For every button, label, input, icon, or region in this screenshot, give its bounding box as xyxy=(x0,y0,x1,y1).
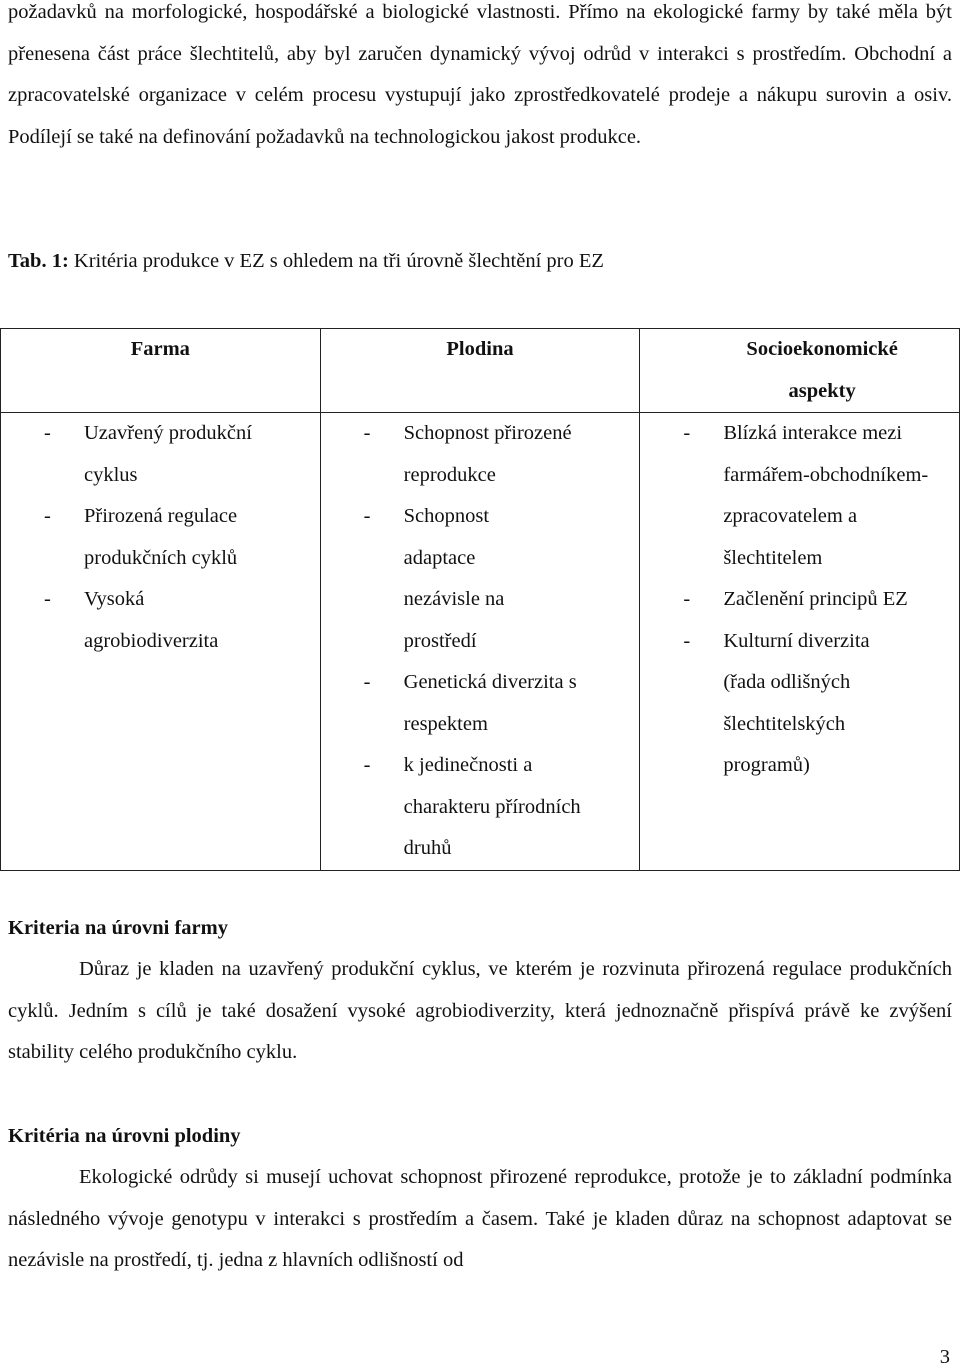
table-caption-text: Kritéria produkce v EZ s ohledem na tři úrovně šlechtění pro EZ xyxy=(68,250,604,272)
list-item: - Kulturní diverzita (řada odlišných šlechtitelských programů) xyxy=(683,629,870,776)
list-item: - Schopnost přirozené reprodukce xyxy=(363,422,572,486)
intro-paragraph: požadavků na morfologické, hospodářské a biologické vlastnosti. Přímo na ekologické farmy by také měla být přenesena část práce šlechtitelů, aby byl zaručen dynamický vývoj odrůd v interakci s prostředím. Obchodní a zpracovatelské organizace v celém procesu vystupují jako zprostředkovatelé prodeje a nákupu surovin a osiv. Podílejí se také na definování požadavků na technologickou jakost produkce. xyxy=(8,1,952,148)
header-farma: Farma xyxy=(1,329,321,413)
list-item: - k jedinečnosti a charakteru přírodních druhů xyxy=(363,754,581,859)
section-heading-farm: Kriteria na úrovni farmy xyxy=(8,917,228,939)
list-item: - Genetická diverzita s respektem xyxy=(363,671,577,735)
list-item: - Přirozená regulace produkčních cyklů xyxy=(44,505,238,569)
section-text-farm: Důraz je kladen na uzavřený produkční cyklus, ve kterém je rozvinuta přirozená regulace produkčních cyklů. Jedním s cílů je také dosažení vysoké agrobiodiverzity, která jednoznačně přispívá právě ke zvýšení stability celého produkčního cyklu. xyxy=(8,958,952,1063)
list-item: - Vysoká agrobiodiverzita xyxy=(44,588,219,652)
page-number: 3 xyxy=(939,1346,950,1368)
list-item: - Začlenění principů EZ xyxy=(683,588,908,610)
list-item: - Blízká interakce mezi farmářem-obchodníkem-zpracovatelem a šlechtitelem xyxy=(683,422,929,569)
header-plodina: Plodina xyxy=(320,329,640,413)
list-item: - Uzavřený produkční cyklus xyxy=(44,422,252,486)
section-heading-crop: Kritéria na úrovni plodiny xyxy=(8,1125,241,1147)
header-socioekonomicke: Socioekonomické aspekty xyxy=(640,329,960,413)
table-header-row xyxy=(1,329,960,413)
section-text-crop: Ekologické odrůdy si musejí uchovat schopnost přirozené reprodukce, protože je to základní podmínka následného vývoje genotypu v interakci s prostředím a časem. Také je kladen důraz na schopnost adaptovat se nezávisle na prostředí, tj. jedna z hlavních odlišností od xyxy=(8,1166,952,1271)
farma-cell xyxy=(1,413,321,871)
criteria-table xyxy=(0,328,960,871)
table-caption-label: Tab. 1: xyxy=(8,250,69,272)
table-body-row xyxy=(1,413,960,871)
table-caption xyxy=(8,241,604,282)
list-item: - Schopnost adaptace nezávisle na prostředí xyxy=(363,505,505,652)
plodina-cell xyxy=(320,413,640,871)
socioekonomicke-cell xyxy=(640,413,960,871)
